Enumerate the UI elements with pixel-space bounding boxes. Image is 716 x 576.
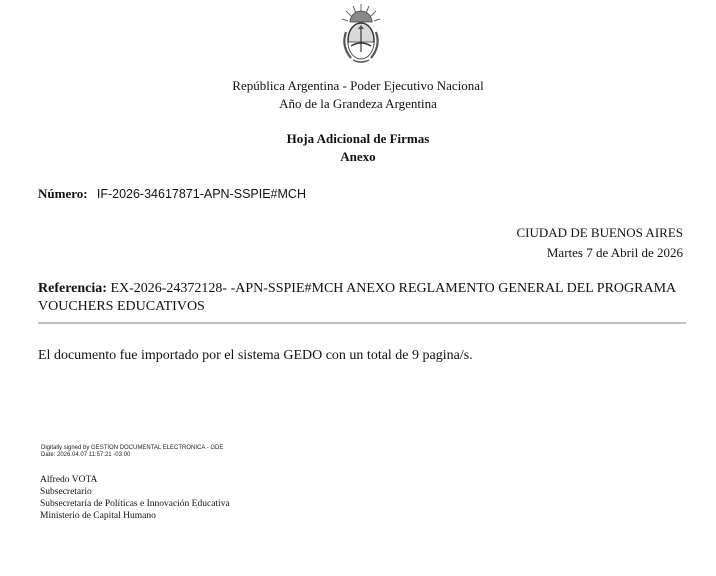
coat-of-arms-icon [337, 2, 385, 66]
signer-ministry: Ministerio de Capital Humano [40, 511, 156, 521]
digital-signature-line-2: Date: 2026.04.07 11:57:21 -03:00 [41, 451, 131, 458]
city: CIUDAD DE BUENOS AIRES [516, 225, 683, 240]
reference-label: Referencia: [38, 281, 107, 296]
document-subtitle: Anexo [340, 149, 376, 164]
header-line-2: Año de la Grandeza Argentina [279, 96, 437, 111]
document-number-value: IF-2026-34617871-APN-SSPIE#MCH [96, 187, 306, 201]
header-line-1: República Argentina - Poder Ejecutivo Nacional [232, 78, 484, 93]
divider [38, 322, 686, 324]
digital-signature-stamp [41, 445, 223, 458]
signer-position: Subsecretario [40, 487, 92, 497]
signer-block [40, 474, 230, 522]
document-number-row [38, 186, 306, 202]
body-text: El documento fue importado por el sistema GEDO con un total de 9 pagina/s. [38, 348, 473, 363]
date: Martes 7 de Abril de 2026 [546, 245, 683, 260]
reference-value: EX-2026-24372128- -APN-SSPIE#MCH ANEXO REGLAMENTO GENERAL DEL PROGRAMA VOUCHERS EDUCATIVOS [38, 281, 676, 314]
document-title: Hoja Adicional de Firmas [286, 131, 430, 146]
digital-signature-line-1: Digitally signed by GESTION DOCUMENTAL ELECTRONICA - GDE [41, 445, 224, 451]
signer-name: Alfredo VOTA [40, 475, 98, 485]
document-number-label: Número: [38, 186, 88, 201]
reference-block [38, 280, 686, 316]
signer-office: Subsecretaría de Políticas e Innovación Educativa [40, 499, 230, 509]
